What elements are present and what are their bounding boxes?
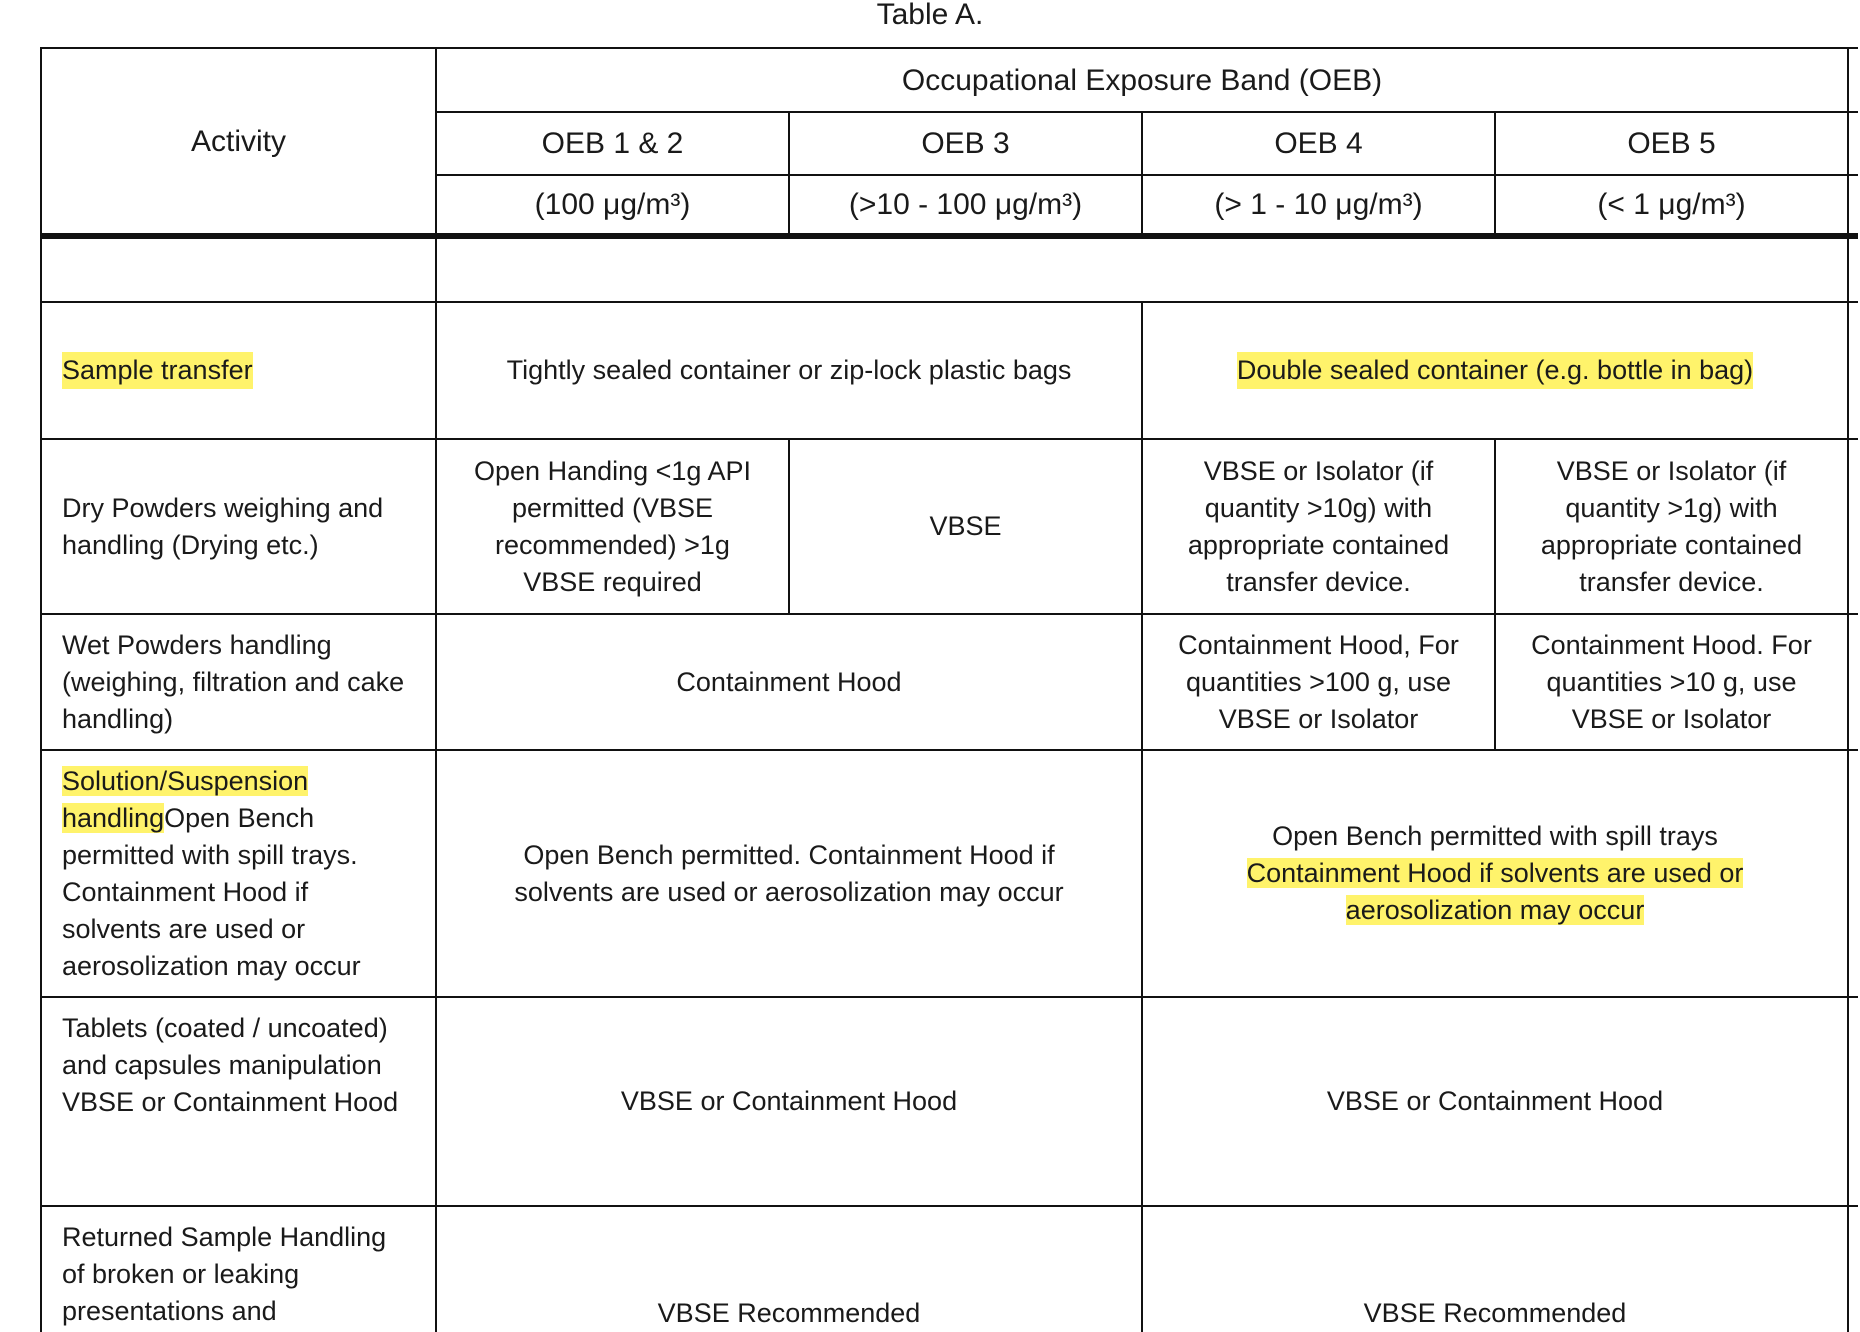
band-range-oeb-1-2: (100 μg/m³): [534, 188, 691, 221]
oeb-group-header: Occupational Exposure Band (OEB): [901, 63, 1383, 97]
tablets-oeb-4-5: VBSE or Containment Hood: [1326, 1086, 1664, 1116]
activity-sample-transfer: [42, 303, 435, 438]
activity-returned: [42, 1207, 435, 1332]
activity-dry-powders: Dry Powders weighing and handling (Drying etc.): [62, 492, 384, 560]
band-name-oeb-4: OEB 4: [1274, 127, 1363, 160]
wet-powders-oeb-4: Containment Hood, For quantities >100 g, use VBSE or Isolator: [1178, 629, 1459, 734]
solution-oeb-4-5: [1143, 751, 1847, 996]
sample-transfer-oeb-4-5-text: Double sealed container (e.g. bottle in bag): [1237, 352, 1753, 389]
activity-solution-highlight: Solution/Suspension handling: [62, 766, 309, 833]
wet-powders-oeb-1-3: Containment Hood: [676, 666, 902, 697]
table-caption: Table A.: [876, 0, 984, 31]
band-name-oeb-3: OEB 3: [921, 127, 1010, 160]
activity-returned-text: Returned Sample Handling of broken or leaking presentations and: [62, 1222, 387, 1326]
band-name-oeb-5: OEB 5: [1627, 127, 1716, 160]
dry-powders-oeb-4: VBSE or Isolator (if quantity >10g) with appropriate contained transfer device.: [1187, 455, 1450, 597]
activity-tablets-text: [62, 1010, 412, 1121]
returned-oeb-4-5: VBSE Recommended: [1363, 1298, 1627, 1328]
activity-solution-rest: Open Bench permitted with spill trays. Containment Hood if solvents are used or aerosolization may occur: [62, 803, 361, 981]
wet-powders-oeb-5: Containment Hood. For quantities >10 g, use VBSE or Isolator: [1531, 629, 1812, 734]
activity-solution-text: [62, 763, 392, 985]
activity-sample-transfer-label: Sample transfer: [62, 352, 253, 389]
band-range-oeb-5: (< 1 μg/m³): [1597, 188, 1746, 221]
band-name-oeb-1-2: OEB 1 & 2: [541, 127, 684, 160]
activity-tablets-line1: Tablets (coated / uncoated) and capsules manipulation: [62, 1013, 388, 1080]
activity-tablets-line2: VBSE or Containment Hood: [62, 1087, 399, 1117]
activity-tablets: [42, 998, 435, 1205]
sample-transfer-oeb-4-5: [1143, 303, 1847, 438]
header-bottom-rule: [40, 233, 1858, 239]
tablets-oeb-1-3: VBSE or Containment Hood: [620, 1086, 958, 1116]
returned-oeb-1-3: VBSE Recommended: [657, 1298, 921, 1328]
dry-powders-oeb-1-2: Open Handing <1g API permitted (VBSE recommended) >1g VBSE required: [474, 455, 751, 597]
solution-oeb-4-5-highlight-wrap: [1195, 855, 1795, 929]
dry-powders-oeb-5: VBSE or Isolator (if quantity >1g) with appropriate contained transfer device.: [1540, 455, 1803, 597]
solution-oeb-1-3: Open Bench permitted. Containment Hood if solvents are used or aerosolization may occur: [514, 839, 1064, 907]
solution-oeb-4-5-plain: Open Bench permitted with spill trays: [1272, 821, 1718, 851]
solution-oeb-4-5-text: [1195, 818, 1795, 929]
solution-oeb-4-5-highlight: Containment Hood if solvents are used or aerosolization may occur: [1246, 858, 1744, 925]
activity-wet-powders: Wet Powders handling (weighing, filtration and cake handling): [62, 629, 405, 734]
activity-header: Activity: [190, 124, 286, 158]
table-border-right: [1847, 47, 1849, 1332]
dry-powders-oeb-3: VBSE: [929, 511, 1002, 541]
sample-transfer-oeb-1-3: Tightly sealed container or zip-lock plastic bags: [506, 355, 1072, 385]
activity-solution: [42, 751, 435, 996]
band-range-oeb-4: (> 1 - 10 μg/m³): [1214, 188, 1423, 221]
band-range-oeb-3: (>10 - 100 μg/m³): [848, 188, 1083, 221]
